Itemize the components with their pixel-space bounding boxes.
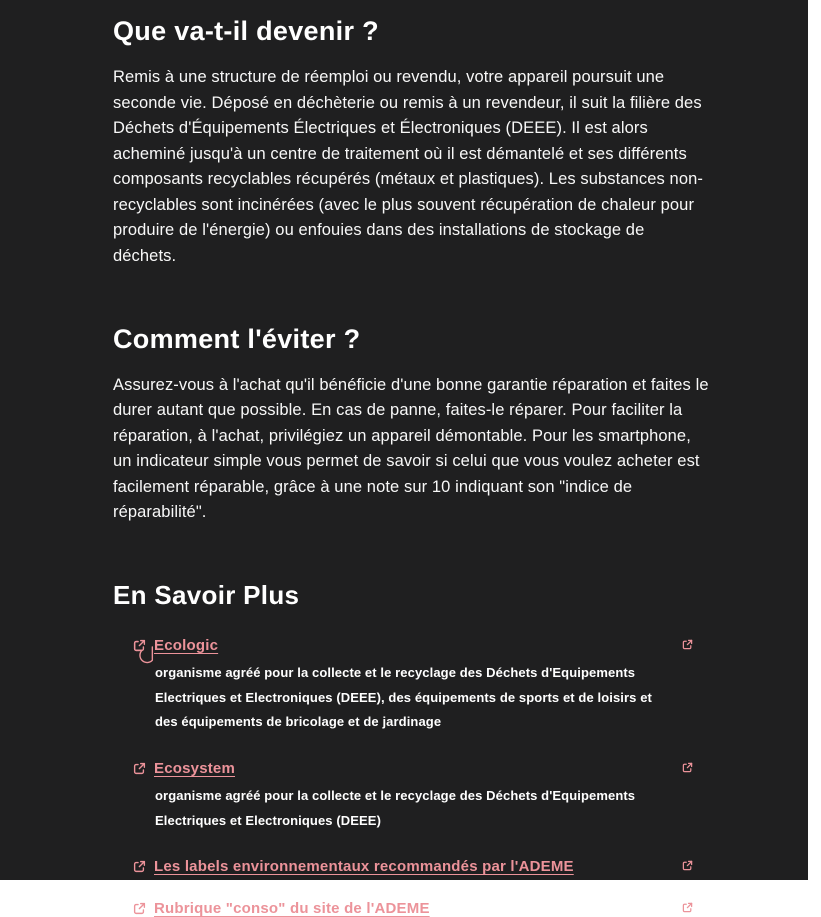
section-body-eviter: Assurez-vous à l'achat qu'il bénéficie d'une bonne garantie réparation et faites le durer autant que possible. En cas de panne, faites-le réparer. Pour faciliter la réparation, à l'achat, privilégiez un appareil démontable. Pour les smartphone, un indicateur simple vous permet de savoir si celui que vous voulez acheter est facilement réparable, grâce à une note sur 10 indiquant son "indice de réparabilité".	[113, 375, 709, 522]
external-link-icon	[133, 902, 146, 915]
links-list	[133, 637, 693, 917]
external-link-icon	[133, 762, 146, 775]
link-description-ecologic: organisme agréé pour la collecte et le recyclage des Déchets d'Equipements Electriques et Electroniques (DEEE), des équipements de sports et de loisirs et des équipements de bricolage et de jardinage	[155, 664, 652, 730]
more-title: En Savoir Plus	[113, 579, 300, 610]
section-title-devenir: Que va-t-il devenir ?	[113, 16, 379, 46]
link-rubrique-conso[interactable]: Rubrique "conso" du site de l'ADEME	[154, 900, 430, 917]
section-en-savoir-plus	[113, 580, 710, 917]
external-link-icon[interactable]	[682, 902, 693, 913]
section-devenir	[113, 16, 710, 270]
section-title-eviter: Comment l'éviter ?	[113, 323, 361, 354]
link-description-ecosystem: organisme agréé pour la collecte et le recyclage des Déchets d'Equipements Electriques et Electroniques (DEEE)	[155, 787, 636, 828]
link-ecosystem[interactable]: Ecosystem	[154, 759, 236, 777]
external-link-icon	[133, 639, 146, 652]
link-head	[133, 858, 665, 875]
link-ecologic[interactable]: Ecologic	[154, 636, 219, 654]
link-item-rubrique-conso	[133, 900, 693, 917]
external-link-icon[interactable]	[682, 762, 693, 773]
link-head	[133, 760, 665, 777]
link-item-ecosystem	[133, 760, 693, 833]
link-head	[133, 900, 665, 917]
section-eviter	[113, 324, 710, 526]
link-item-labels-ademe	[133, 858, 693, 875]
external-link-icon[interactable]	[682, 860, 693, 871]
link-item-ecologic	[133, 637, 693, 735]
external-link-icon	[133, 860, 146, 873]
link-head	[133, 637, 665, 654]
section-body-devenir: Remis à une structure de réemploi ou revendu, votre appareil poursuit une seconde vie. Déposé en déchèterie ou remis à un revendeur, il suit la filière des Déchets d'Équipements Électriques et Électroniques (DEEE). Il est alors acheminé jusqu'à un centre de traitement où il est démantelé et ses différents composants recyclables récupérés (métaux et plastiques). Les substances non-recyclables sont incinérées (avec le plus souvent récupération de chaleur pour produire de l'énergie) ou enfouies dans des installations de stockage de déchets.	[113, 68, 703, 265]
external-link-icon[interactable]	[682, 639, 693, 650]
link-labels-ademe[interactable]: Les labels environnementaux recommandés par l'ADEME	[154, 858, 574, 876]
